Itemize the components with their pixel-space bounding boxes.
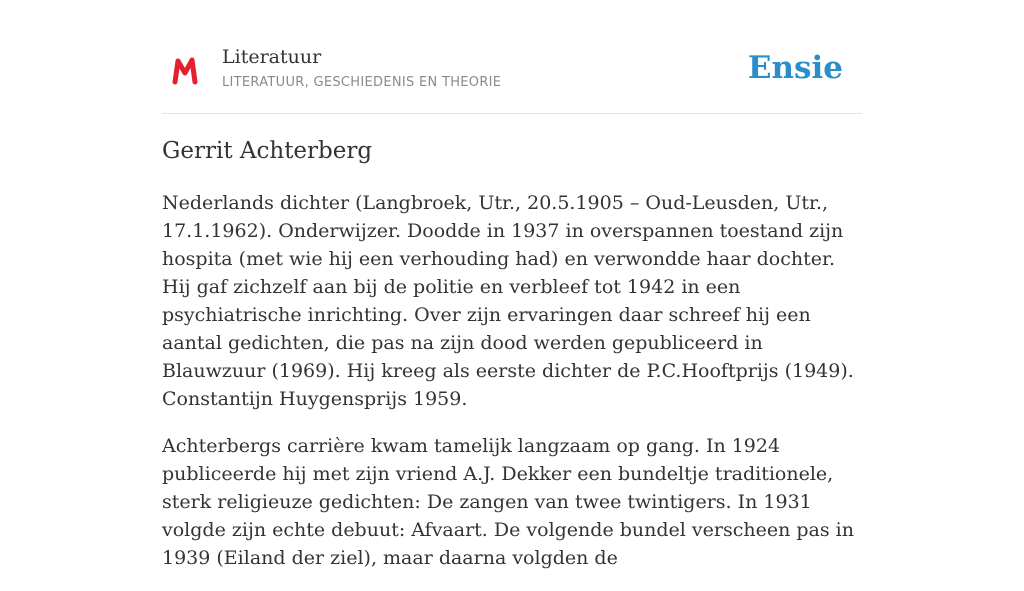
book-title[interactable]: Literatuur	[222, 46, 322, 68]
article-paragraph: Achterbergs carrière kwam tamelijk langzaam op gang. In 1924 publiceerde hij met zijn vriend A.J. Dekker een bundeltje traditionele, sterk religieuze gedichten: De zangen van twee twintigers. In 1931 volgde zijn echte debuut: Afvaart. De volgende bundel verscheen pas in 1939 (Eiland der ziel), maar daarna volgden de	[162, 435, 854, 569]
article-paragraph: Nederlands dichter (Langbroek, Utr., 20.5.1905 – Oud-Leusden, Utr., 17.1.1962). Onderwijzer. Doodde in 1937 in overspannen toestand zijn hospita (met wie hij een verhouding had) en verwondde haar dochter. Hij gaf zichzelf aan bij de politie en verbleef tot 1942 in een psychiatrische inrichting. Over zijn ervaringen daar schreef hij een aantal gedichten, die pas na zijn dood werden gepubliceerd in Blauwzuur (1969). Hij kreeg als eerste dichter de P.C.Hooftprijs (1949). Constantijn Huygensprijs 1959.	[162, 192, 854, 410]
book-subtitle: LITERATUUR, GESCHIEDENIS EN THEORIE	[222, 75, 502, 90]
m-logo-icon[interactable]	[172, 57, 198, 85]
ensie-logo[interactable]: Ensie	[747, 50, 843, 86]
site-header	[162, 40, 862, 114]
article-body	[162, 189, 862, 591]
page-title: Gerrit Achterberg	[162, 138, 373, 164]
